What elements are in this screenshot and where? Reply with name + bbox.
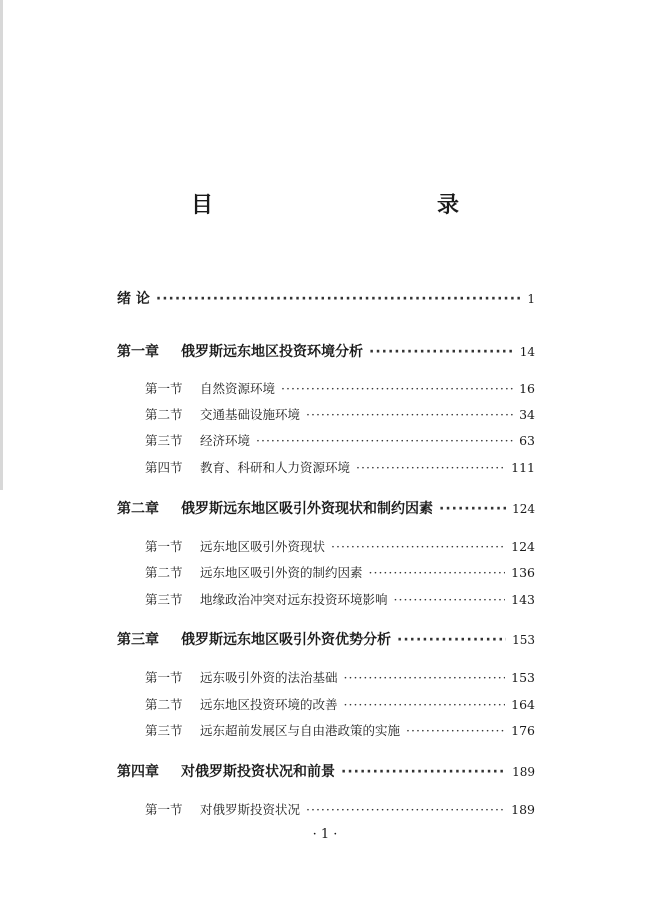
toc-page-number: 34 — [519, 407, 535, 422]
section-title: 自然资源环境 — [200, 381, 276, 396]
toc-section[interactable] — [145, 563, 535, 581]
toc-section[interactable] — [145, 431, 535, 449]
chapter-title: 俄罗斯远东地区投资环境分析 — [181, 344, 363, 360]
toc-page-number: 63 — [519, 433, 535, 448]
toc-section[interactable] — [145, 721, 535, 739]
toc-leader-dots — [256, 433, 513, 448]
toc-section[interactable] — [145, 405, 535, 423]
toc-section[interactable] — [145, 590, 535, 608]
toc-page-number: 111 — [511, 460, 535, 475]
section-number: 第三节 — [145, 723, 183, 738]
toc-page-number: 153 — [512, 633, 535, 647]
toc-page-number: 153 — [511, 670, 535, 685]
chapter-title: 对俄罗斯投资状况和前景 — [181, 764, 335, 780]
section-title: 远东地区吸引外资的制约因素 — [200, 565, 363, 580]
toc-section[interactable] — [145, 379, 535, 397]
toc-leader-dots — [281, 381, 513, 396]
toc-leader-dots — [394, 592, 506, 607]
chapter-number: 第三章 — [117, 632, 159, 648]
toc-page-number: 189 — [511, 802, 535, 817]
toc-chapter[interactable] — [117, 629, 535, 649]
chapter-number: 第一章 — [117, 344, 159, 360]
toc-leader-dots — [331, 539, 505, 554]
toc-page-number: 189 — [512, 765, 535, 779]
section-number: 第一节 — [145, 539, 183, 554]
section-number: 第二节 — [145, 697, 183, 712]
toc-entry-intro[interactable] — [117, 288, 535, 308]
page-title: 目 录 — [190, 193, 519, 218]
section-title: 地缘政治冲突对远东投资环境影响 — [200, 592, 388, 607]
toc-page-number: 16 — [519, 381, 535, 396]
toc-leader-dots — [344, 697, 506, 712]
toc-leader-dots — [369, 565, 506, 580]
section-number: 第三节 — [145, 433, 183, 448]
toc-chapter[interactable] — [117, 498, 535, 518]
section-title: 远东地区投资环境的改善 — [200, 697, 338, 712]
chapter-number: 第二章 — [117, 501, 159, 517]
toc-leader-dots — [369, 344, 514, 360]
chapter-title: 俄罗斯远东地区吸引外资现状和制约因素 — [181, 501, 433, 517]
section-title: 远东吸引外资的法治基础 — [200, 670, 338, 685]
toc-page-number: 14 — [519, 345, 535, 359]
section-number: 第四节 — [145, 460, 183, 475]
toc-section[interactable] — [145, 695, 535, 713]
toc-section[interactable] — [145, 537, 535, 555]
toc-section[interactable] — [145, 668, 535, 686]
chapter-number: 第四章 — [117, 764, 159, 780]
section-title: 教育、科研和人力资源环境 — [200, 460, 351, 475]
toc-entry-label: 绪 论 — [117, 291, 150, 307]
toc-page-number: 176 — [511, 723, 535, 738]
toc-chapter[interactable] — [117, 341, 535, 361]
toc-page-number: 143 — [511, 592, 535, 607]
page-edge-shadow — [0, 0, 3, 490]
toc-leader-dots — [406, 723, 505, 738]
toc-page-number: 136 — [511, 565, 535, 580]
toc-section[interactable] — [145, 800, 535, 818]
section-number: 第一节 — [145, 670, 183, 685]
toc-chapter[interactable] — [117, 761, 535, 781]
toc-leader-dots — [156, 291, 521, 307]
section-title: 经济环境 — [200, 433, 251, 448]
toc-leader-dots — [356, 460, 505, 475]
page-footer-number: · 1 · — [312, 827, 338, 842]
toc-leader-dots — [439, 501, 506, 517]
section-title: 远东超前发展区与自由港政策的实施 — [200, 723, 401, 738]
toc-leader-dots — [341, 764, 506, 780]
section-title: 对俄罗斯投资状况 — [200, 802, 301, 817]
section-number: 第二节 — [145, 565, 183, 580]
chapter-title: 俄罗斯远东地区吸引外资优势分析 — [181, 632, 391, 648]
toc-leader-dots — [306, 407, 513, 422]
toc-leader-dots — [397, 632, 506, 648]
section-number: 第一节 — [145, 802, 183, 817]
toc-leader-dots — [306, 802, 505, 817]
section-number: 第三节 — [145, 592, 183, 607]
toc-section[interactable] — [145, 458, 535, 476]
section-title: 交通基础设施环境 — [200, 407, 301, 422]
section-number: 第一节 — [145, 381, 183, 396]
toc-page-number: 164 — [511, 697, 535, 712]
toc-page-number: 1 — [527, 292, 535, 306]
section-title: 远东地区吸引外资现状 — [200, 539, 326, 554]
toc-page-number: 124 — [511, 539, 535, 554]
section-number: 第二节 — [145, 407, 183, 422]
toc-leader-dots — [344, 670, 506, 685]
toc-page-number: 124 — [512, 502, 535, 516]
